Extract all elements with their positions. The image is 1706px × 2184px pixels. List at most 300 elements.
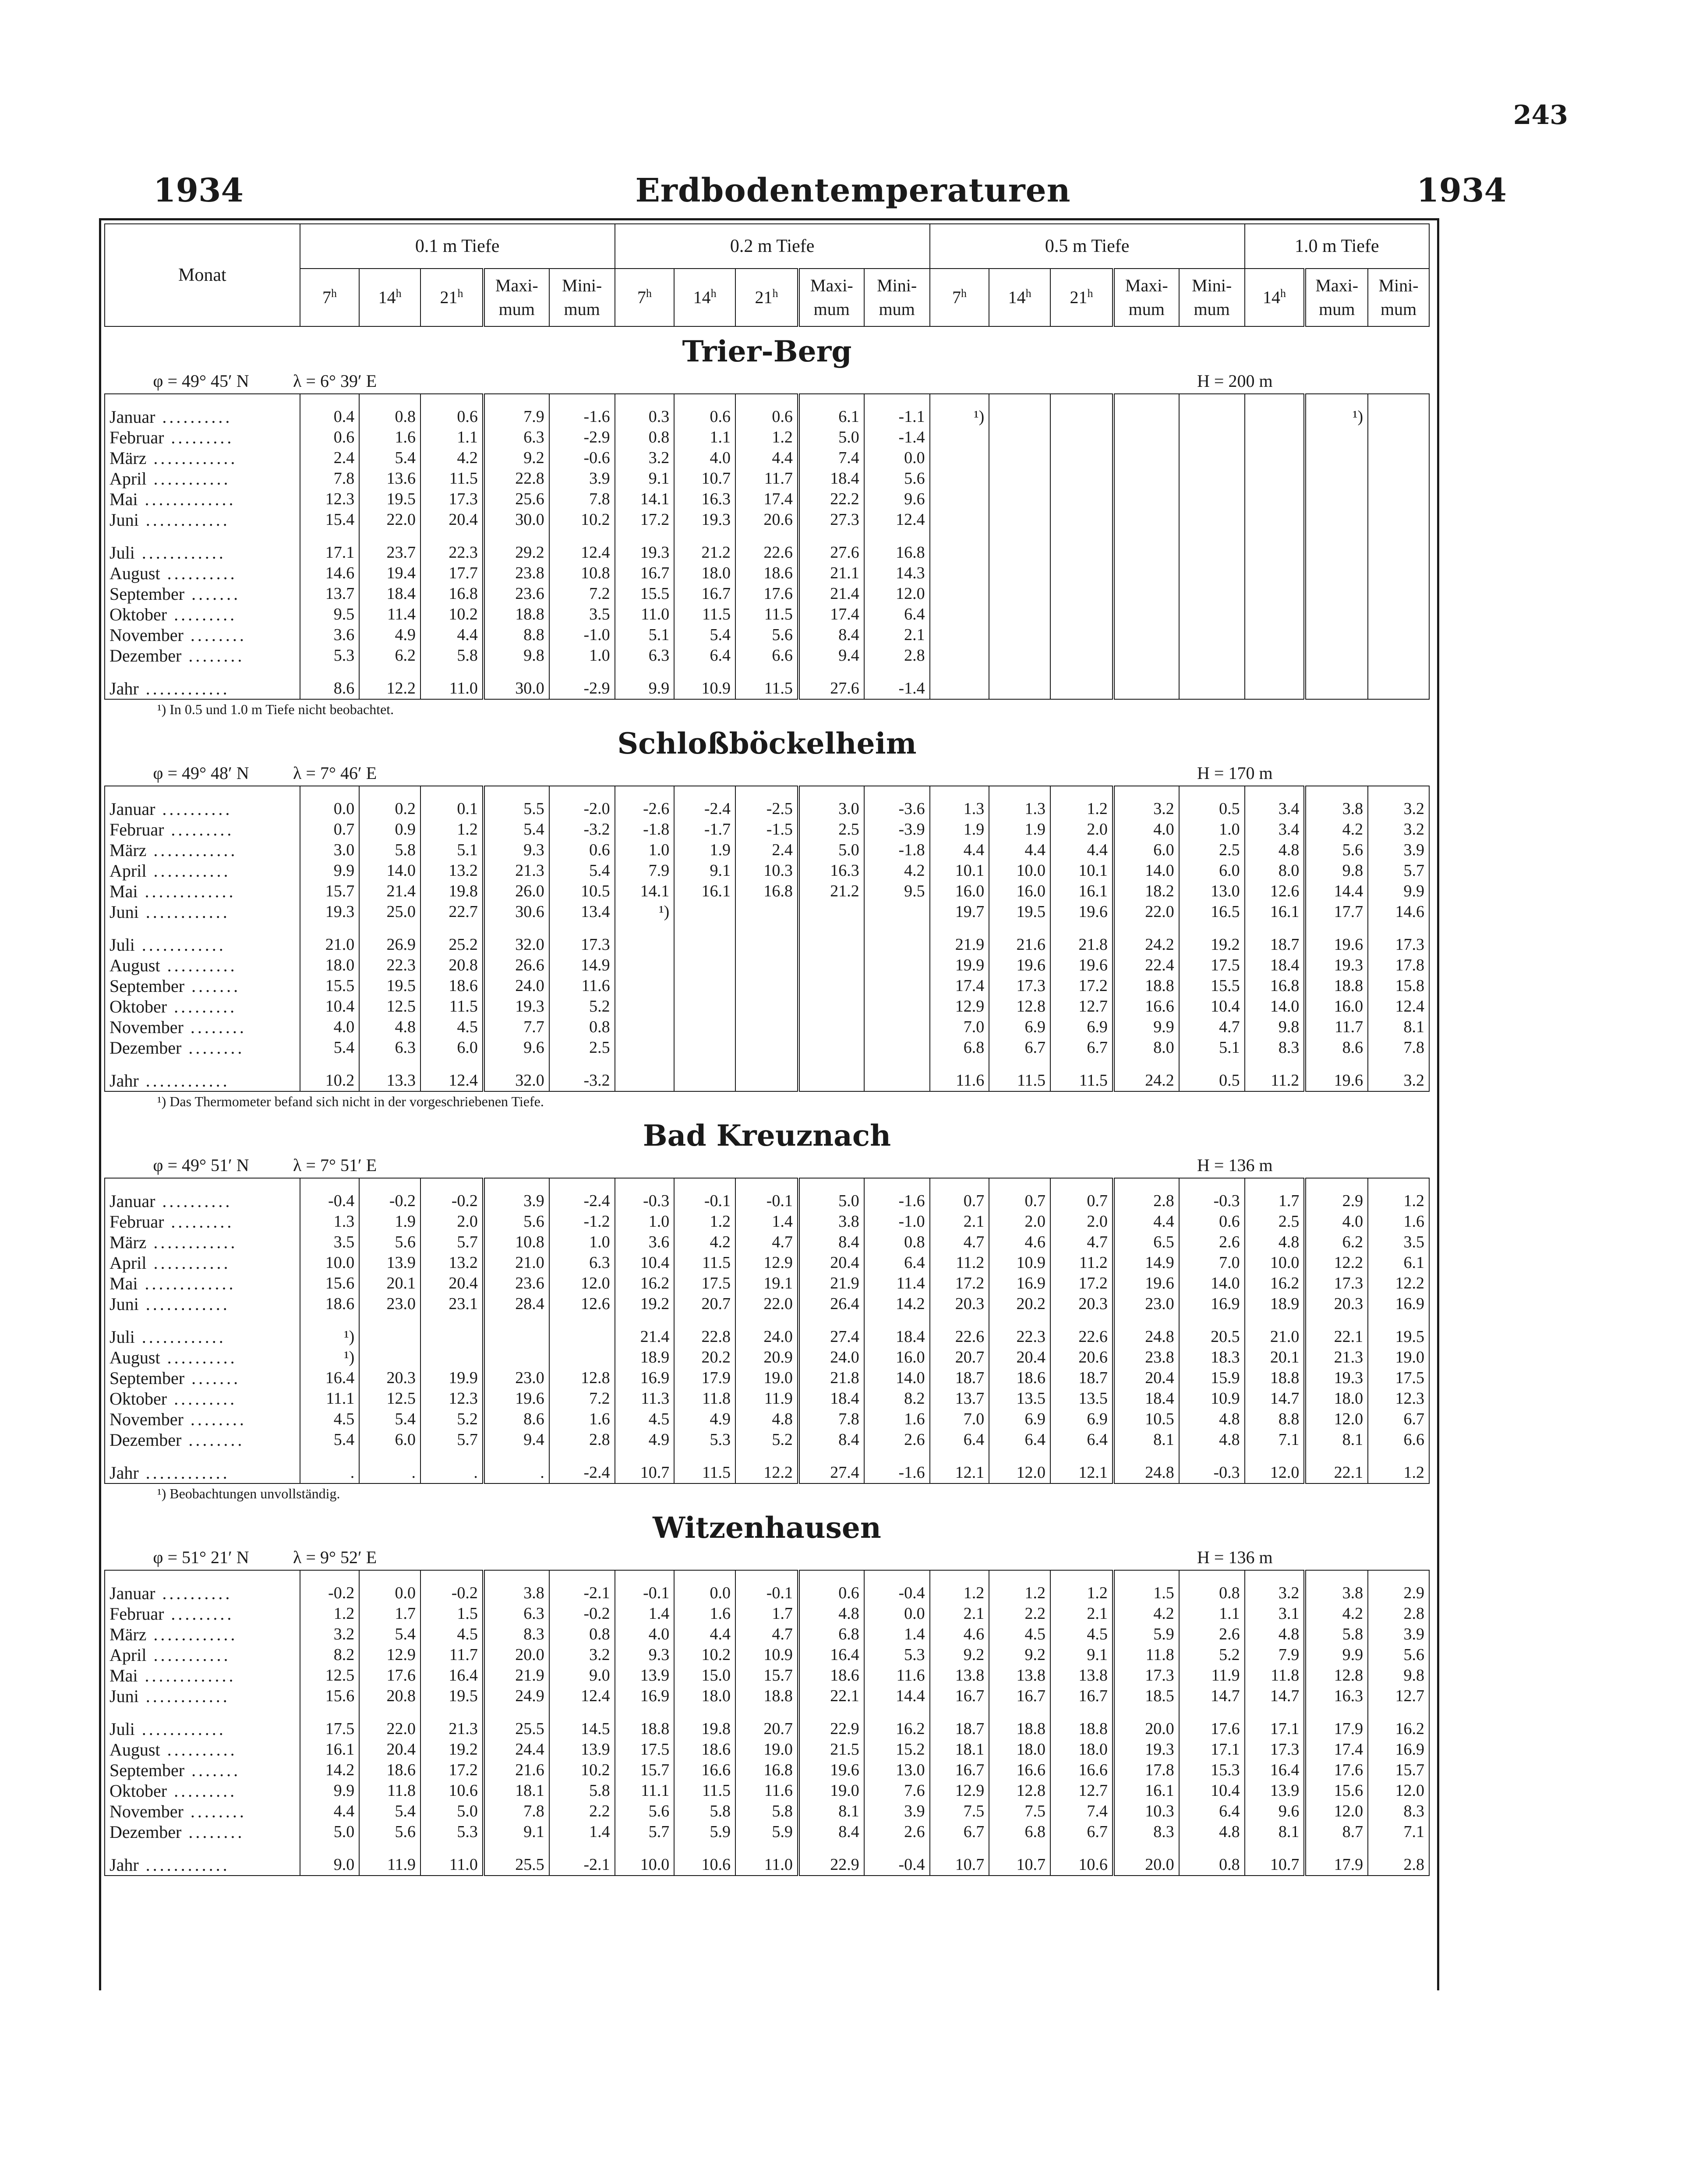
spacer-cell — [930, 922, 989, 934]
value-cell — [1113, 427, 1179, 448]
value-cell: 1.2 — [1368, 1462, 1429, 1483]
value-cell: 9.1 — [674, 860, 735, 881]
value-cell: 11.9 — [359, 1855, 420, 1876]
value-cell: -0.4 — [300, 1191, 360, 1211]
value-cell: -0.2 — [300, 1583, 360, 1603]
value-cell: 1.9 — [674, 840, 735, 860]
value-cell: 20.1 — [359, 1273, 420, 1294]
value-cell: 3.0 — [300, 840, 360, 860]
value-cell: 4.4 — [1050, 840, 1113, 860]
value-cell: 4.9 — [674, 1409, 735, 1430]
month-row — [105, 1603, 1429, 1624]
value-cell — [484, 1347, 549, 1368]
value-cell: 12.0 — [1305, 1801, 1368, 1822]
value-cell: 13.8 — [989, 1665, 1050, 1686]
value-cell: 12.3 — [420, 1388, 484, 1409]
spacer-cell — [1179, 922, 1245, 934]
hour-suffix: h — [1280, 287, 1286, 300]
value-cell — [1179, 510, 1245, 530]
value-cell: 19.0 — [735, 1368, 798, 1388]
value-cell: 9.1 — [615, 468, 675, 489]
value-cell: 9.2 — [484, 448, 549, 468]
value-cell: 12.5 — [359, 1388, 420, 1409]
value-cell: 10.4 — [615, 1253, 675, 1273]
spacer-cell — [484, 1450, 549, 1462]
value-cell: 6.7 — [930, 1822, 989, 1842]
value-cell — [798, 996, 864, 1017]
value-cell: 6.8 — [989, 1822, 1050, 1842]
value-cell: 8.1 — [798, 1801, 864, 1822]
spacer-cell — [1113, 1570, 1179, 1583]
value-cell: 6.1 — [1368, 1253, 1429, 1273]
spacer-row — [105, 1314, 1429, 1327]
value-cell: 19.8 — [420, 881, 484, 902]
value-cell — [735, 955, 798, 976]
value-cell: 14.0 — [1179, 1273, 1245, 1294]
value-cell: 6.6 — [735, 645, 798, 666]
value-cell: 4.5 — [989, 1624, 1050, 1645]
spacer-cell — [484, 1314, 549, 1327]
spacer-cell — [989, 1314, 1050, 1327]
value-cell: 23.6 — [484, 1273, 549, 1294]
leader-dots: ............ — [138, 510, 230, 530]
value-cell: 14.6 — [300, 563, 360, 584]
value-cell: 5.6 — [615, 1801, 675, 1822]
value-cell: 4.8 — [1245, 840, 1305, 860]
value-cell: 18.6 — [674, 1739, 735, 1760]
value-cell: 6.1 — [798, 407, 864, 427]
spacer-cell — [1305, 1842, 1368, 1855]
value-cell: 0.6 — [735, 407, 798, 427]
value-cell: 11.4 — [359, 604, 420, 625]
station-coordinates-row — [105, 369, 1429, 394]
value-cell: 20.3 — [1305, 1294, 1368, 1314]
value-cell — [484, 1327, 549, 1347]
value-cell: 12.7 — [1368, 1686, 1429, 1706]
value-cell — [1368, 563, 1429, 584]
value-cell: 19.5 — [359, 976, 420, 996]
value-cell: 17.4 — [798, 604, 864, 625]
value-cell: 10.9 — [1179, 1388, 1245, 1409]
value-cell — [1245, 604, 1305, 625]
value-cell: 3.6 — [615, 1232, 675, 1253]
value-cell: 2.1 — [930, 1211, 989, 1232]
value-cell: 18.8 — [615, 1719, 675, 1739]
leader-dots: ............ — [138, 1686, 230, 1706]
value-cell: 10.2 — [674, 1645, 735, 1665]
month-row — [105, 1760, 1429, 1780]
value-cell: -1.0 — [549, 625, 615, 645]
value-cell: 5.4 — [359, 1801, 420, 1822]
value-cell: 13.9 — [359, 1253, 420, 1273]
value-cell: 4.8 — [359, 1017, 420, 1037]
month-label: April ........... — [105, 1645, 300, 1665]
spacer-cell — [1113, 1058, 1179, 1070]
value-cell — [864, 902, 930, 922]
value-cell: 12.0 — [1245, 1462, 1305, 1483]
value-cell: 2.6 — [864, 1822, 930, 1842]
spacer-cell — [930, 1178, 989, 1191]
value-cell — [864, 934, 930, 955]
value-cell: 7.4 — [1050, 1801, 1113, 1822]
value-cell: 11.6 — [864, 1665, 930, 1686]
leader-dots: ........ — [183, 1017, 247, 1037]
spacer-cell — [1050, 530, 1113, 542]
spacer-cell — [484, 1178, 549, 1191]
value-cell: 20.8 — [359, 1686, 420, 1706]
spacer-cell — [300, 666, 360, 678]
value-cell: 19.3 — [674, 510, 735, 530]
value-cell: 6.8 — [930, 1037, 989, 1058]
value-cell: 5.8 — [735, 1801, 798, 1822]
value-cell: 19.8 — [674, 1719, 735, 1739]
month-row — [105, 976, 1429, 996]
value-cell: -1.5 — [735, 819, 798, 840]
month-label: Februar ......... — [105, 427, 300, 448]
month-row — [105, 427, 1429, 448]
max-label-top: Maxi- — [1125, 276, 1168, 295]
leader-dots: ....... — [184, 1368, 241, 1388]
value-cell: 7.5 — [930, 1801, 989, 1822]
month-row — [105, 1624, 1429, 1645]
spacer-cell — [615, 1178, 675, 1191]
value-cell: 3.2 — [1368, 799, 1429, 819]
value-cell — [989, 625, 1050, 645]
value-cell: 5.6 — [735, 625, 798, 645]
value-cell — [864, 996, 930, 1017]
value-cell: 2.0 — [1050, 819, 1113, 840]
value-cell: 9.9 — [1305, 1645, 1368, 1665]
leader-dots: ............ — [138, 1855, 230, 1875]
value-cell: 5.9 — [674, 1822, 735, 1842]
value-cell: 6.9 — [1050, 1017, 1113, 1037]
value-cell: 11.5 — [674, 604, 735, 625]
value-cell: 0.8 — [359, 407, 420, 427]
value-cell: 14.7 — [1245, 1388, 1305, 1409]
spacer-cell — [1113, 394, 1179, 407]
value-cell: 15.3 — [1179, 1760, 1245, 1780]
min-label-bottom: mum — [1380, 299, 1417, 319]
hour-7-header — [930, 269, 989, 326]
value-cell: 0.8 — [864, 1232, 930, 1253]
value-cell: 2.5 — [798, 819, 864, 840]
value-cell: 17.4 — [930, 976, 989, 996]
value-cell: -1.8 — [864, 840, 930, 860]
leader-dots: ............ — [138, 1071, 230, 1090]
value-cell: -0.1 — [735, 1583, 798, 1603]
minimum-header — [549, 269, 615, 326]
value-cell: 25.5 — [484, 1719, 549, 1739]
value-cell: 12.1 — [930, 1462, 989, 1483]
value-cell: 0.8 — [615, 427, 675, 448]
value-cell — [1368, 448, 1429, 468]
leader-dots: ......... — [167, 1389, 237, 1409]
station-name: Schloßböckelheim — [617, 726, 917, 761]
soil-temperature-table — [104, 223, 1430, 1876]
value-cell: 25.5 — [484, 1855, 549, 1876]
hour-suffix: h — [961, 287, 967, 300]
value-cell — [1050, 625, 1113, 645]
value-cell: 9.1 — [484, 1822, 549, 1842]
value-cell: 7.4 — [798, 448, 864, 468]
leader-dots: .......... — [155, 407, 233, 427]
month-row — [105, 1645, 1429, 1665]
value-cell: 14.9 — [1113, 1253, 1179, 1273]
value-cell: 1.1 — [1179, 1603, 1245, 1624]
station-coordinates-row — [105, 761, 1429, 786]
value-cell: 16.1 — [1245, 902, 1305, 922]
value-cell: 22.3 — [420, 542, 484, 563]
leader-dots: ........ — [183, 1802, 247, 1821]
value-cell: -2.0 — [549, 799, 615, 819]
spacer-cell — [105, 922, 300, 934]
value-cell: 0.7 — [989, 1191, 1050, 1211]
spacer-row — [105, 786, 1429, 799]
spacer-cell — [1368, 1570, 1429, 1583]
footnote-row — [105, 699, 1429, 719]
value-cell — [989, 489, 1050, 510]
value-cell: 13.9 — [615, 1665, 675, 1686]
value-cell: 12.4 — [420, 1070, 484, 1091]
value-cell: 19.9 — [420, 1368, 484, 1388]
spacer-cell — [300, 1450, 360, 1462]
value-cell: 18.9 — [1245, 1294, 1305, 1314]
value-cell: -2.1 — [549, 1855, 615, 1876]
value-cell: 2.4 — [735, 840, 798, 860]
spacer-cell — [1245, 1706, 1305, 1719]
value-cell: 7.0 — [930, 1409, 989, 1430]
value-cell: 18.0 — [1305, 1388, 1368, 1409]
spacer-cell — [674, 1450, 735, 1462]
value-cell: 8.7 — [1305, 1822, 1368, 1842]
hour-label: 14 — [693, 287, 711, 307]
spacer-cell — [300, 1178, 360, 1191]
value-cell — [674, 934, 735, 955]
leader-dots: ........ — [181, 1430, 245, 1450]
value-cell: 13.9 — [1245, 1780, 1305, 1801]
value-cell: 12.8 — [989, 996, 1050, 1017]
value-cell — [930, 542, 989, 563]
value-cell: 16.8 — [735, 881, 798, 902]
value-cell: 5.9 — [1113, 1624, 1179, 1645]
spacer-cell — [798, 922, 864, 934]
value-cell: 16.8 — [420, 584, 484, 604]
value-cell: 8.4 — [798, 1430, 864, 1450]
leader-dots: ............. — [138, 1666, 236, 1685]
value-cell: 12.2 — [1368, 1273, 1429, 1294]
hour-7-header — [615, 269, 675, 326]
value-cell: 16.4 — [798, 1645, 864, 1665]
spacer-cell — [1305, 1450, 1368, 1462]
spacer-cell — [989, 922, 1050, 934]
spacer-cell — [1305, 530, 1368, 542]
value-cell: 19.6 — [798, 1760, 864, 1780]
value-cell: 0.6 — [300, 427, 360, 448]
spacer-cell — [735, 1450, 798, 1462]
value-cell: 4.0 — [1305, 1211, 1368, 1232]
value-cell: 17.6 — [359, 1665, 420, 1686]
spacer-cell — [549, 1706, 615, 1719]
spacer-cell — [105, 394, 300, 407]
value-cell: 5.2 — [549, 996, 615, 1017]
spacer-cell — [420, 922, 484, 934]
spacer-cell — [1179, 1058, 1245, 1070]
value-cell: 9.9 — [1368, 881, 1429, 902]
month-label: März ............ — [105, 840, 300, 860]
value-cell: 5.4 — [674, 625, 735, 645]
value-cell: 6.4 — [864, 604, 930, 625]
value-cell: 18.8 — [1305, 976, 1368, 996]
value-cell: 11.3 — [615, 1388, 675, 1409]
value-cell — [1179, 563, 1245, 584]
value-cell — [1050, 678, 1113, 699]
value-cell: 24.0 — [735, 1327, 798, 1347]
leader-dots: ............ — [146, 840, 238, 860]
spacer-cell — [1245, 1570, 1305, 1583]
value-cell: 13.2 — [420, 1253, 484, 1273]
value-cell: 11.5 — [674, 1780, 735, 1801]
value-cell: 23.8 — [484, 563, 549, 584]
month-row — [105, 1191, 1429, 1211]
value-cell — [615, 1070, 675, 1091]
value-cell: 14.0 — [1113, 860, 1179, 881]
value-cell: 4.0 — [1113, 819, 1179, 840]
value-cell: 10.2 — [549, 1760, 615, 1780]
value-cell — [1305, 489, 1368, 510]
spacer-cell — [1113, 922, 1179, 934]
month-row — [105, 1232, 1429, 1253]
value-cell: 17.8 — [1113, 1760, 1179, 1780]
value-cell: 12.0 — [989, 1462, 1050, 1483]
leader-dots: ........... — [146, 469, 231, 488]
value-cell: 11.5 — [735, 678, 798, 699]
value-cell — [1050, 448, 1113, 468]
value-cell: -3.2 — [549, 1070, 615, 1091]
value-cell: 21.4 — [615, 1327, 675, 1347]
value-cell: 18.4 — [359, 584, 420, 604]
value-cell: 18.6 — [420, 976, 484, 996]
value-cell: 6.0 — [359, 1430, 420, 1450]
spacer-cell — [864, 1842, 930, 1855]
value-cell: 8.3 — [1245, 1037, 1305, 1058]
value-cell — [674, 996, 735, 1017]
value-cell: 3.2 — [549, 1645, 615, 1665]
value-cell: 4.0 — [674, 448, 735, 468]
longitude: λ = 6° 39′ E — [293, 371, 377, 391]
value-cell: 17.3 — [1113, 1665, 1179, 1686]
value-cell — [989, 645, 1050, 666]
leader-dots: ......... — [167, 1781, 237, 1801]
hour-suffix: h — [772, 287, 778, 300]
value-cell: 11.1 — [615, 1780, 675, 1801]
value-cell — [1113, 510, 1179, 530]
min-label-bottom: mum — [1194, 299, 1230, 319]
spacer-cell — [930, 1706, 989, 1719]
spacer-cell — [1179, 786, 1245, 799]
value-cell: 15.2 — [864, 1739, 930, 1760]
value-cell: 16.9 — [1368, 1294, 1429, 1314]
month-label: August .......... — [105, 1347, 300, 1368]
min-label-top: Mini- — [1192, 276, 1232, 295]
value-cell — [989, 604, 1050, 625]
spacer-row — [105, 1570, 1429, 1583]
value-cell — [798, 934, 864, 955]
value-cell — [864, 1017, 930, 1037]
value-cell — [615, 934, 675, 955]
value-cell: 4.2 — [674, 1232, 735, 1253]
spacer-cell — [1179, 1842, 1245, 1855]
value-cell: 10.1 — [1050, 860, 1113, 881]
value-cell — [615, 976, 675, 996]
value-cell — [1050, 468, 1113, 489]
value-cell — [735, 996, 798, 1017]
spacer-cell — [1245, 786, 1305, 799]
spacer-cell — [300, 786, 360, 799]
value-cell: 17.6 — [1179, 1719, 1245, 1739]
value-cell: 18.6 — [735, 563, 798, 584]
value-cell: 0.8 — [1179, 1855, 1245, 1876]
month-row — [105, 468, 1429, 489]
value-cell: 19.5 — [359, 489, 420, 510]
spacer-cell — [930, 394, 989, 407]
value-cell — [1113, 678, 1179, 699]
value-cell: 2.2 — [549, 1801, 615, 1822]
value-cell: 22.8 — [484, 468, 549, 489]
max-label-bottom: mum — [813, 299, 850, 319]
value-cell: -0.4 — [864, 1583, 930, 1603]
value-cell: 4.5 — [300, 1409, 360, 1430]
value-cell: 6.4 — [989, 1430, 1050, 1450]
spacer-cell — [1245, 666, 1305, 678]
spacer-cell — [1305, 1178, 1368, 1191]
spacer-cell — [420, 1706, 484, 1719]
station-coordinates-cell — [105, 1545, 1429, 1570]
hour-label: 21 — [1070, 287, 1088, 307]
value-cell: 12.9 — [735, 1253, 798, 1273]
value-cell — [1245, 678, 1305, 699]
value-cell: 23.8 — [1113, 1347, 1179, 1368]
value-cell: 8.2 — [300, 1645, 360, 1665]
spacer-cell — [1245, 1058, 1305, 1070]
value-cell: 15.4 — [300, 510, 360, 530]
month-label: Juni ............ — [105, 902, 300, 922]
value-cell: 0.9 — [359, 819, 420, 840]
month-label: Januar .......... — [105, 407, 300, 427]
hour-suffix: h — [646, 287, 652, 300]
value-cell: 5.0 — [300, 1822, 360, 1842]
value-cell: 10.0 — [1245, 1253, 1305, 1273]
spacer-cell — [300, 530, 360, 542]
station-height: H = 136 m — [1197, 1155, 1273, 1175]
value-cell: 20.0 — [1113, 1719, 1179, 1739]
value-cell: 4.8 — [1245, 1624, 1305, 1645]
value-cell: 11.5 — [420, 468, 484, 489]
leader-dots: ............ — [138, 679, 230, 698]
value-cell: 1.2 — [735, 427, 798, 448]
value-cell: 12.4 — [864, 510, 930, 530]
value-cell: 1.5 — [420, 1603, 484, 1624]
value-cell: 10.6 — [420, 1780, 484, 1801]
value-cell: 4.9 — [359, 625, 420, 645]
value-cell: . — [420, 1462, 484, 1483]
hour-suffix: h — [331, 287, 337, 300]
spacer-cell — [798, 1058, 864, 1070]
spacer-cell — [105, 666, 300, 678]
value-cell: 6.7 — [1368, 1409, 1429, 1430]
value-cell: 0.8 — [1179, 1583, 1245, 1603]
spacer-cell — [105, 1450, 300, 1462]
month-label: April ........... — [105, 1253, 300, 1273]
